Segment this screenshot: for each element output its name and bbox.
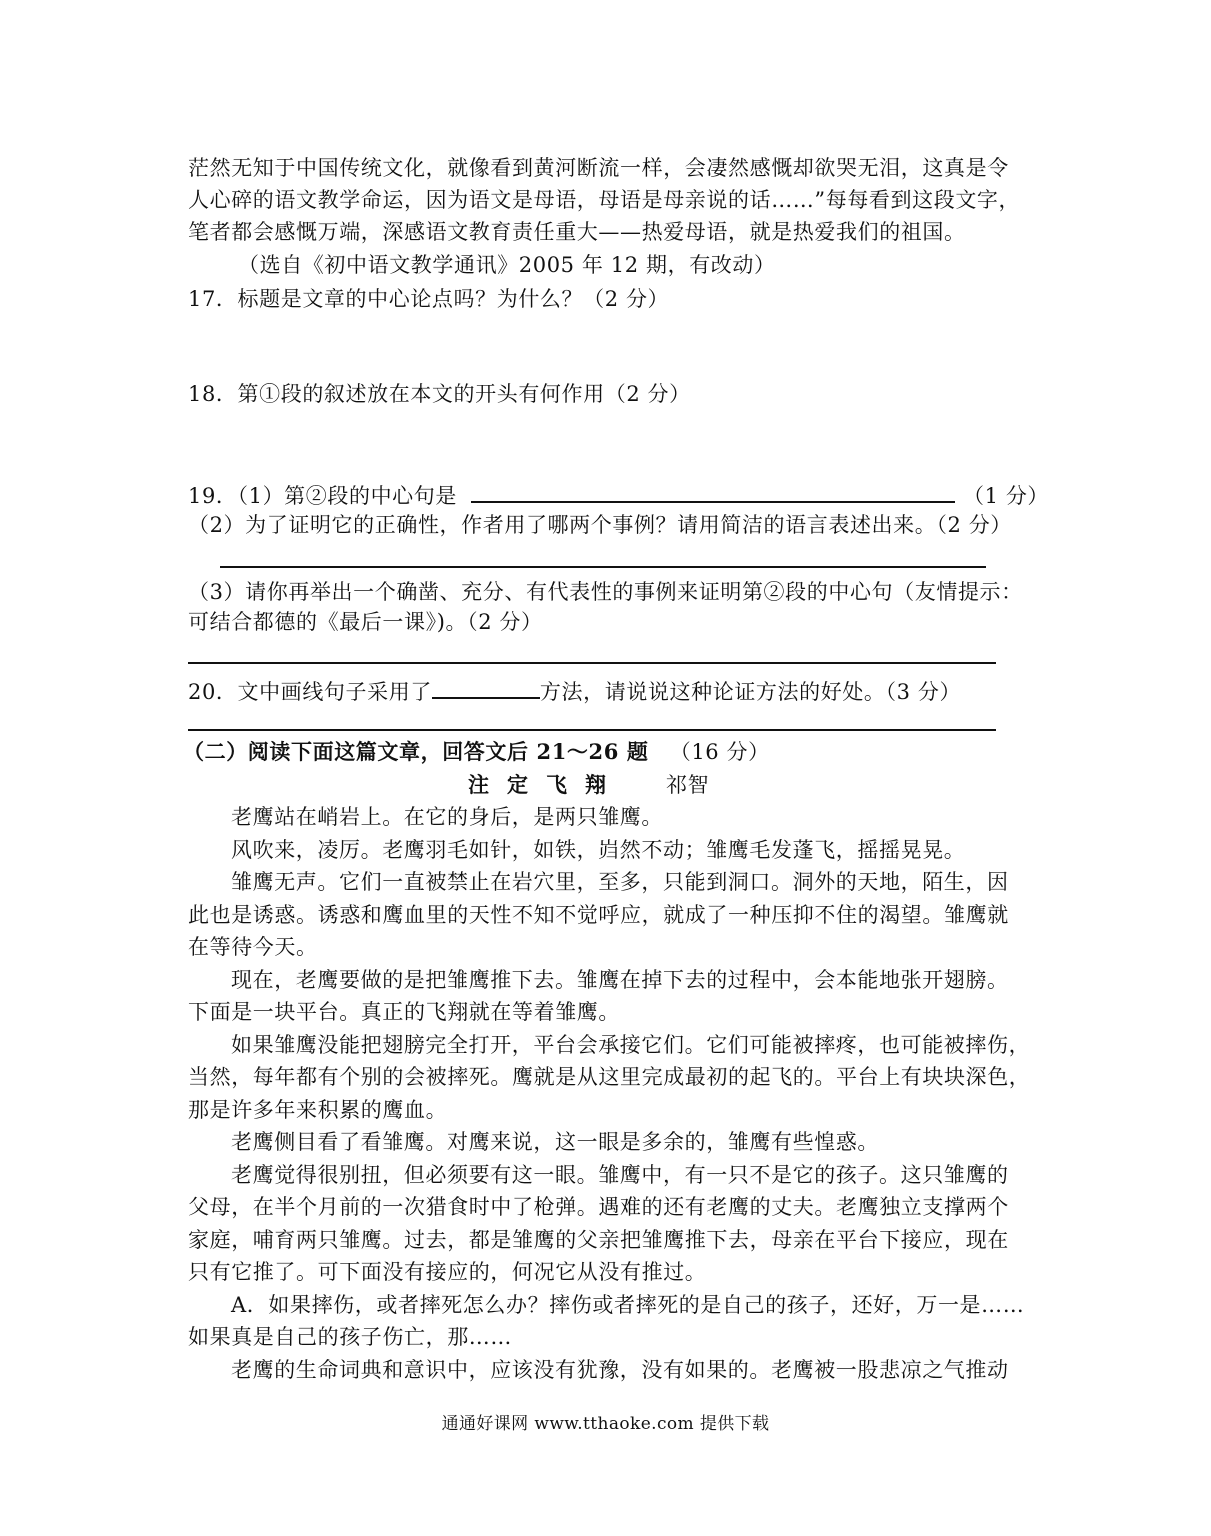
story-line: 如果雏鹰没能把翅膀完全打开，平台会承接它们。它们可能被摔疼，也可能被摔伤，	[231, 1033, 1031, 1057]
question-20-suffix: 方法，请说说这种论证方法的好处。（3 分）	[539, 680, 962, 704]
story-line: 老鹰的生命词典和意识中，应该没有犹豫，没有如果的。老鹰被一股悲凉之气推动	[231, 1358, 1009, 1382]
page-footer: 通通好课网 www.tthaoke.com 提供下载	[441, 1414, 770, 1434]
article-title: 注定飞翔	[468, 772, 624, 797]
section-heading-text: （二）阅读下面这篇文章，回答文后 21～26 题	[183, 739, 649, 764]
question-19-part1	[188, 479, 1049, 510]
question-19-part3: （3）请你再举出一个确凿、充分、有代表性的事例来证明第②段的中心句（友情提示：	[188, 580, 1023, 604]
story-line: 现在，老鹰要做的是把雏鹰推下去。雏鹰在掉下去的过程中，会本能地张开翅膀。	[231, 968, 1009, 992]
section-heading	[183, 738, 770, 766]
story-line: A．如果摔伤，或者摔死怎么办？摔伤或者摔死的是自己的孩子，还好，万一是……	[231, 1293, 1025, 1317]
question-17: 17．标题是文章的中心论点吗？为什么？（2 分）	[188, 287, 670, 311]
question-18: 18．第①段的叙述放在本文的开头有何作用（2 分）	[188, 382, 691, 406]
answer-blank-19-1[interactable]	[471, 479, 955, 503]
story-line: 家庭，哺育两只雏鹰。过去，都是雏鹰的父亲把雏鹰推下去，母亲在平台下接应，现在	[188, 1228, 1009, 1252]
question-19-part2: （2）为了证明它的正确性，作者用了哪两个事例？请用简洁的语言表述出来。（2 分）	[188, 513, 1012, 537]
story-line: 当然，每年都有个别的会被摔死。鹰就是从这里完成最初的起飞的。平台上有块块深色，	[188, 1065, 1031, 1089]
passage-line: 人心碎的语文教学命运，因为语文是母语，母语是母亲说的话……”每每看到这段文字，	[188, 188, 1021, 212]
question-20-prefix: 20．文中画线句子采用了	[188, 680, 432, 704]
answer-line-20[interactable]	[188, 729, 996, 731]
question-20	[188, 675, 961, 706]
story-line: 只有它推了。可下面没有接应的，何况它从没有推过。	[188, 1260, 707, 1284]
passage-line: 茫然无知于中国传统文化，就像看到黄河断流一样，会凄然感慨却欲哭无泪，这真是令	[188, 156, 1009, 180]
article-author: 祁智	[666, 773, 710, 797]
passage-line: 笔者都会感慨万端，深感语文教育责任重大——热爱母语，就是热爱我们的祖国。	[188, 220, 966, 244]
story-line: 此也是诱惑。诱惑和鹰血里的天性不知不觉呼应，就成了一种压抑不住的渴望。雏鹰就	[188, 903, 1009, 927]
question-19-part1-text: 19．（1）第②段的中心句是	[188, 484, 457, 508]
story-line: 雏鹰无声。它们一直被禁止在岩穴里，至多，只能到洞口。洞外的天地，陌生，因	[231, 870, 1009, 894]
article-title-row	[468, 771, 709, 799]
section-score: （16 分）	[669, 740, 770, 764]
story-line: 父母，在半个月前的一次猎食时中了枪弹。遇难的还有老鹰的丈夫。老鹰独立支撑两个	[188, 1195, 1009, 1219]
answer-blank-20[interactable]	[432, 675, 540, 699]
story-line: 在等待今天。	[188, 935, 318, 959]
story-line: 老鹰侧目看了看雏鹰。对鹰来说，这一眼是多余的，雏鹰有些惶惑。	[231, 1130, 879, 1154]
answer-line-19-3[interactable]	[188, 662, 996, 664]
story-line: 如果真是自己的孩子伤亡，那……	[188, 1325, 512, 1349]
answer-line-19-2[interactable]	[220, 566, 986, 568]
question-19-part3-cont: 可结合都德的《最后一课》)。（2 分）	[188, 610, 543, 634]
story-line: 老鹰觉得很别扭，但必须要有这一眼。雏鹰中，有一只不是它的孩子。这只雏鹰的	[231, 1163, 1009, 1187]
story-line: 下面是一块平台。真正的飞翔就在等着雏鹰。	[188, 1000, 620, 1024]
story-line: 风吹来，凌厉。老鹰羽毛如针，如铁，岿然不动；雏鹰毛发蓬飞，摇摇晃晃。	[231, 838, 966, 862]
story-line: 那是许多年来积累的鹰血。	[188, 1098, 448, 1122]
source-note: （选自《初中语文教学通讯》2005 年 12 期，有改动）	[238, 253, 776, 277]
story-line: 老鹰站在峭岩上。在它的身后，是两只雏鹰。	[231, 805, 663, 829]
question-19-part1-score: （1 分）	[962, 484, 1050, 508]
